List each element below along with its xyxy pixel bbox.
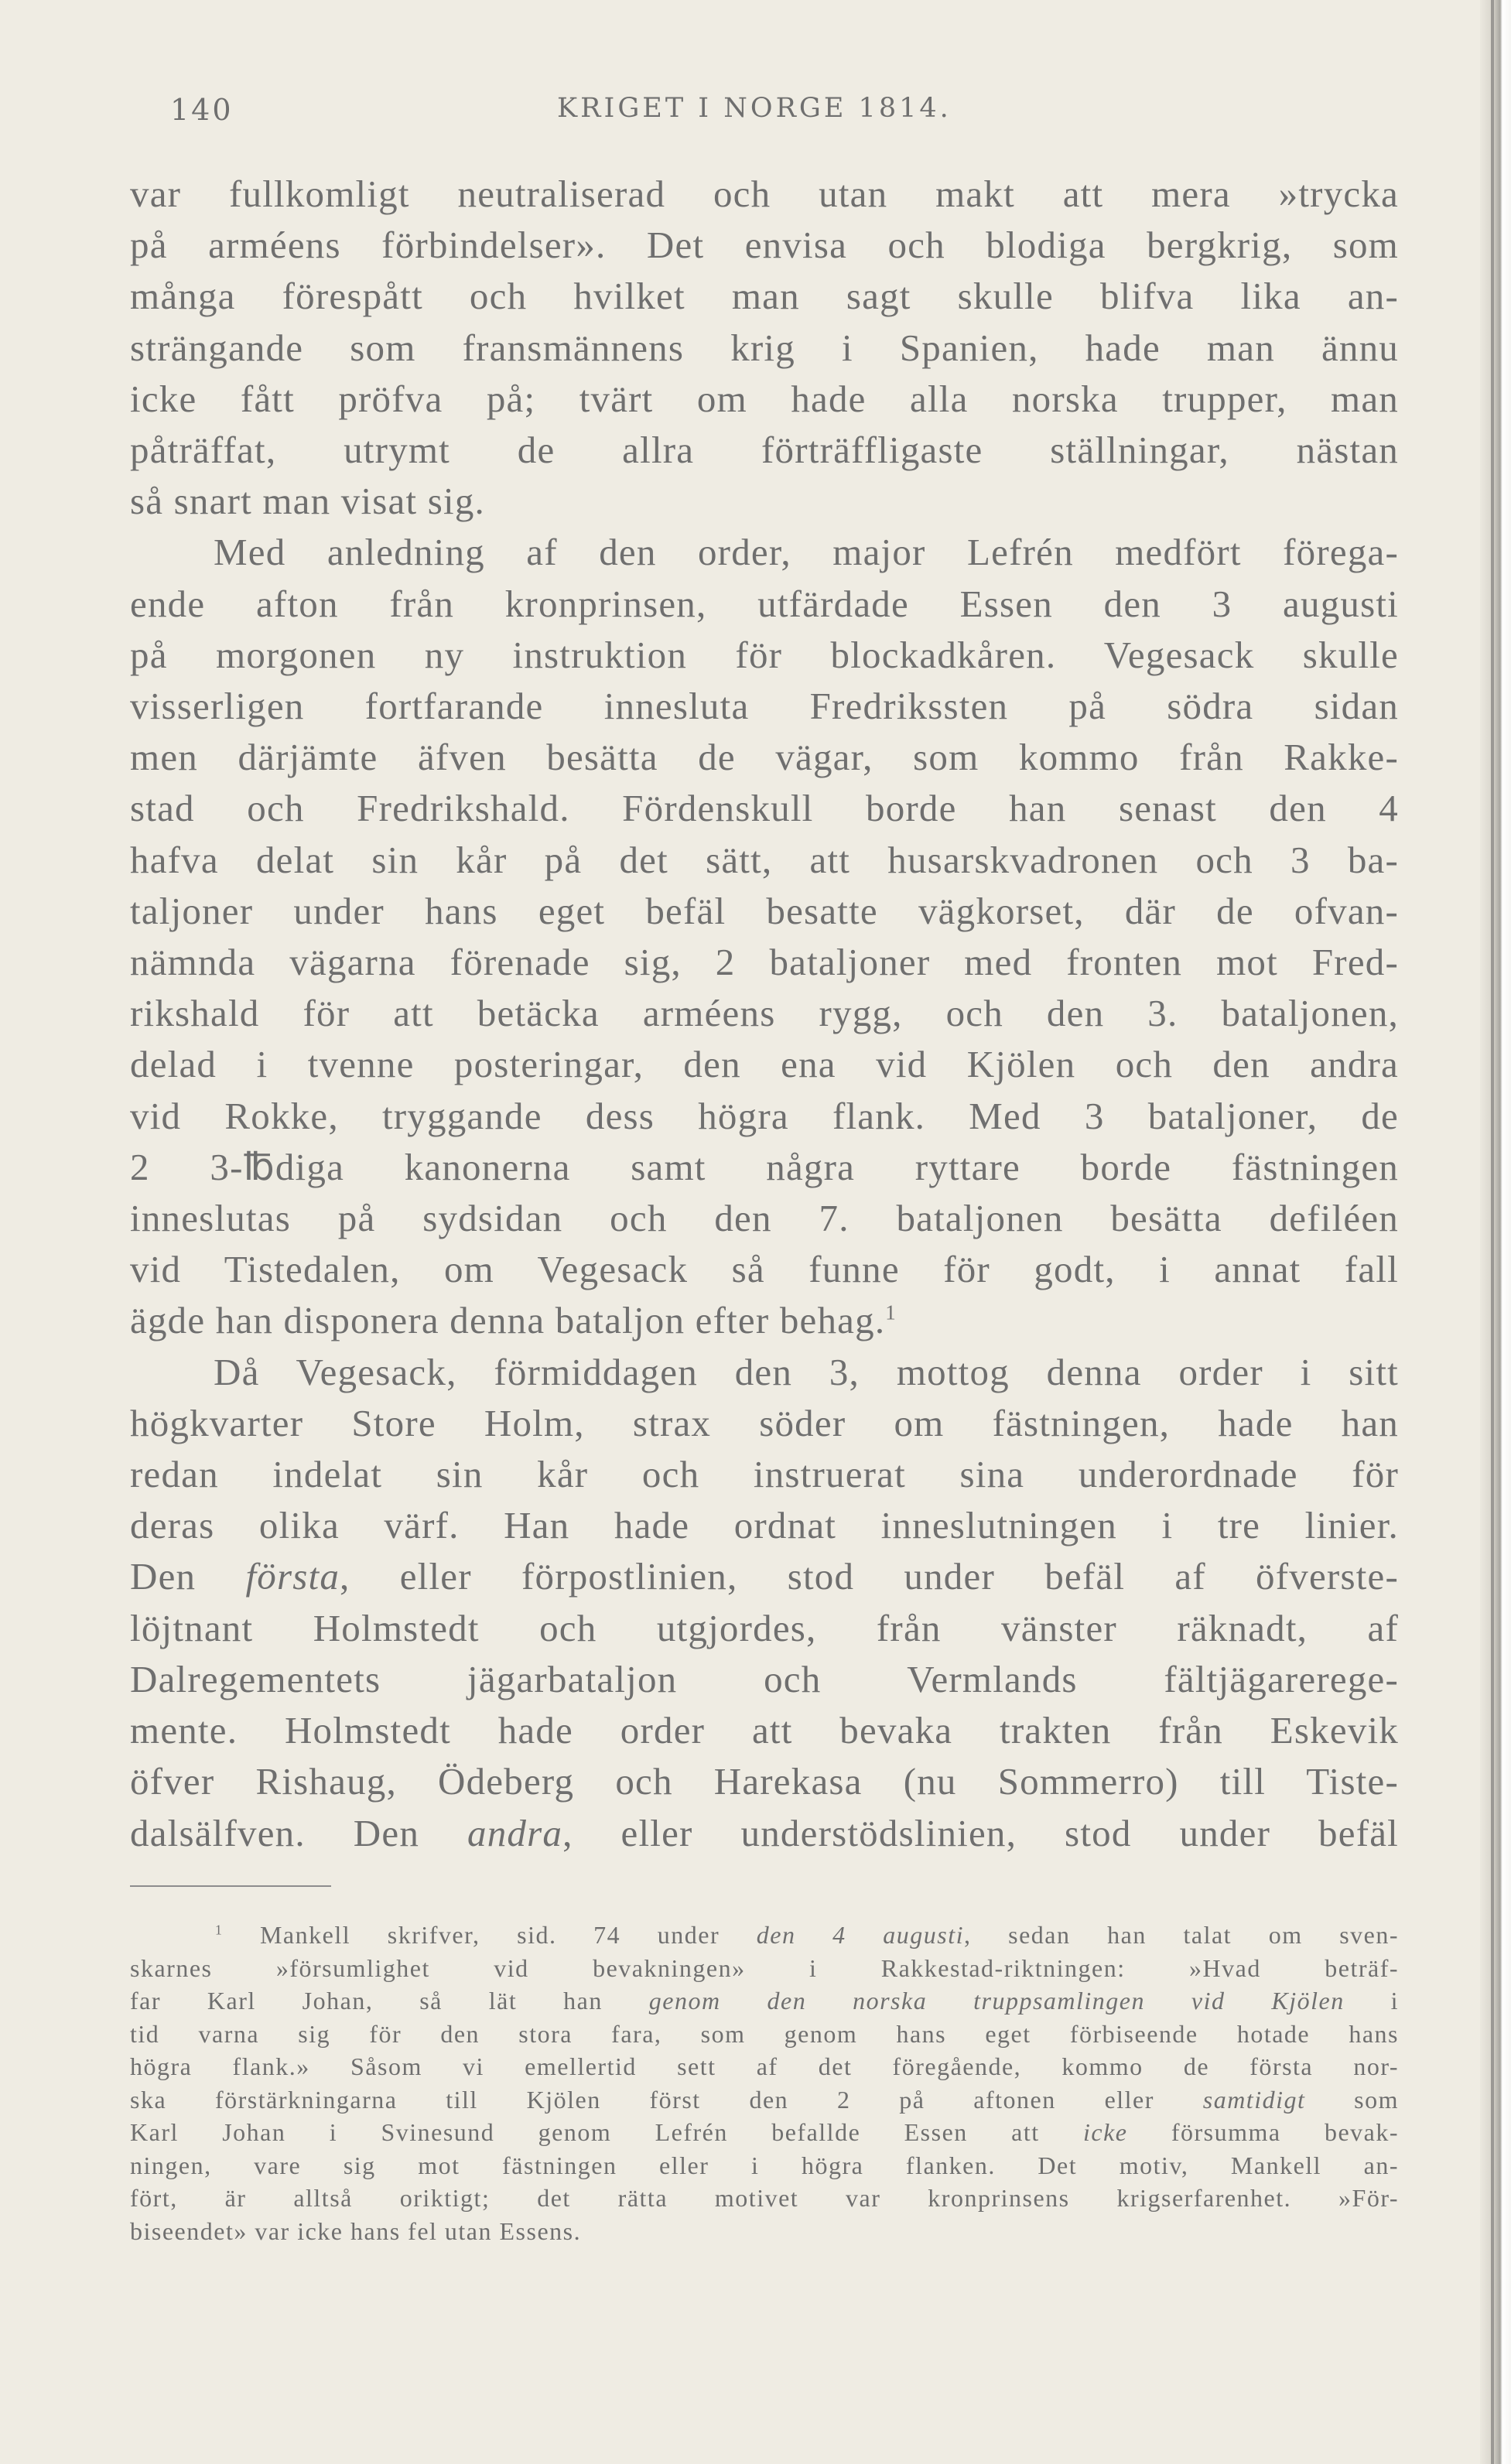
page-number: 140 [170,93,234,127]
italic-emphasis: första [245,1555,340,1598]
italic-emphasis: andra [467,1811,563,1854]
text-line: på arméens förbindelser». Det envisa och blodiga bergkrig, som [130,224,1399,267]
footnote-divider [130,1885,331,1887]
text-fragment: ägde han disponera denna bataljon efter behag. [130,1299,886,1342]
text-fragment: Mankell skrifver, sid. 74 under den 4 augusti, sedan han talat om sven- [259,1921,1400,1949]
text-line: 2 3-℔diga kanonerna samt några ryttare borde fästningen [130,1145,1399,1188]
text-line: ende afton från kronprinsen, utfärdade Essen den 3 augusti [130,582,1399,625]
text-line [130,1295,1399,1346]
text-line: men därjämte äfven besätta de vägar, som kommo från Rakke- [130,736,1399,779]
text-line: rikshald för att betäcka arméens rygg, och den 3. bataljonen, [130,992,1399,1035]
text-line: vid Tistedalen, om Vegesack så funne för godt, i annat fall [130,1248,1399,1291]
footnote-line: fört, är alltså oriktigt; det rätta motivet var kronprinsens krigserfarenhet. »För- [130,2184,1399,2212]
text-line: på morgonen ny instruktion för blockadkåren. Vegesack skulle [130,633,1399,676]
footnote-line: biseendet» var icke hans fel utan Essens. [130,2216,582,2245]
footnote-line [130,1919,1399,1952]
text-line: vid Rokke, tryggande dess högra flank. Med 3 bataljoner, de [130,1094,1399,1137]
text-line: nämnda vägarna förenade sig, 2 bataljoner med fronten mot Fred- [130,941,1399,984]
footnote-line: Karl Johan i Svinesund genom Lefrén befallde Essen att icke försumma bevak- [130,2118,1400,2146]
italic-emphasis: den 4 augusti [756,1921,964,1949]
text-line: deras olika värf. Han hade ordnat inneslutningen i tre linier. [130,1504,1399,1547]
text-line: inneslutas på sydsidan och den 7. bataljonen besätta defiléen [130,1197,1399,1240]
text-line: Då Vegesack, förmiddagen den 3, mottog denna order i sitt [214,1350,1399,1393]
text-line: visserligen fortfarande innesluta Fredrikssten på södra sidan [130,685,1399,728]
text-line: redan indelat sin kår och instruerat sina underordnade för [130,1453,1399,1496]
footnote-line: ska förstärkningarna till Kjölen först den 2 på aftonen eller samtidigt som [130,2085,1400,2114]
italic-emphasis: samtidigt [1202,2085,1306,2114]
footnote-marker: 1 [215,1922,224,1938]
text-line: så snart man visat sig. [130,480,486,523]
text-line: många förespått och hvilket man sagt skulle blifva lika an- [130,275,1399,318]
page-edge [1480,0,1511,2464]
text-line: stad och Fredrikshald. Fördenskull borde han senast den 4 [130,787,1399,830]
text-line: löjtnant Holmstedt och utgjordes, från vänster räknadt, af [130,1606,1399,1649]
text-line: Den första, eller förpostlinien, stod under befäl af öfverste- [130,1555,1399,1598]
text-line: påträffat, utrymt de allra förträffligaste ställningar, nästan [130,429,1399,472]
text-line: delad i tvenne posteringar, den ena vid Kjölen och den andra [130,1043,1399,1086]
text-line: öfver Rishaug, Ödeberg och Harekasa (nu Sommerro) till Tiste- [130,1760,1399,1803]
footnote-line: ningen, vare sig mot fästningen eller i högra flanken. Det motiv, Mankell an- [130,2151,1399,2179]
body-text [130,169,1399,1859]
text-line: högkvarter Store Holm, strax söder om fästningen, hade han [130,1401,1399,1444]
footnote-line: högra flank.» Såsom vi emellertid sett af det föregående, kommo de första nor- [130,2052,1399,2080]
text-line: Dalregementets jägarbataljon och Vermlands fältjägarerege- [130,1657,1399,1700]
page-header [170,93,1393,139]
italic-emphasis: genom den norska truppsamlingen vid Kjölen [648,1987,1345,2015]
italic-emphasis: icke [1082,2118,1128,2146]
text-line: hafva delat sin kår på det sätt, att husarskvadronen och 3 ba- [130,838,1399,881]
text-line: dalsälfven. Den andra, eller understödslinien, stod under befäl [130,1811,1399,1854]
text-line: taljoner under hans eget befäl besatte vägkorset, där de ofvan- [130,889,1399,932]
footnote-line: tid varna sig för den stora fara, som genom hans eget förbiseende hotade hans [130,2019,1399,2048]
footnotes [130,1919,1399,2247]
footnote-line: far Karl Johan, så lät han genom den norska truppsamlingen vid Kjölen i [130,1987,1400,2015]
text-line: Med anledning af den order, major Lefrén medfört förega- [214,531,1399,574]
text-line: strängande som fransmännens krig i Spanien, hade man ännu [130,326,1399,369]
footnote-ref: 1 [885,1301,897,1325]
running-head: KRIGET I NORGE 1814. [557,93,952,124]
text-line: icke fått pröfva på; tvärt om hade alla norska trupper, man [130,377,1399,420]
footnote-line: skarnes »försumlighet vid bevakningen» i Rakkestad-riktningen: »Hvad beträf- [130,1953,1399,1982]
text-line: var fullkomligt neutraliserad och utan makt att mera »trycka [130,173,1399,215]
text-line: mente. Holmstedt hade order att bevaka trakten från Eskevik [130,1709,1399,1752]
